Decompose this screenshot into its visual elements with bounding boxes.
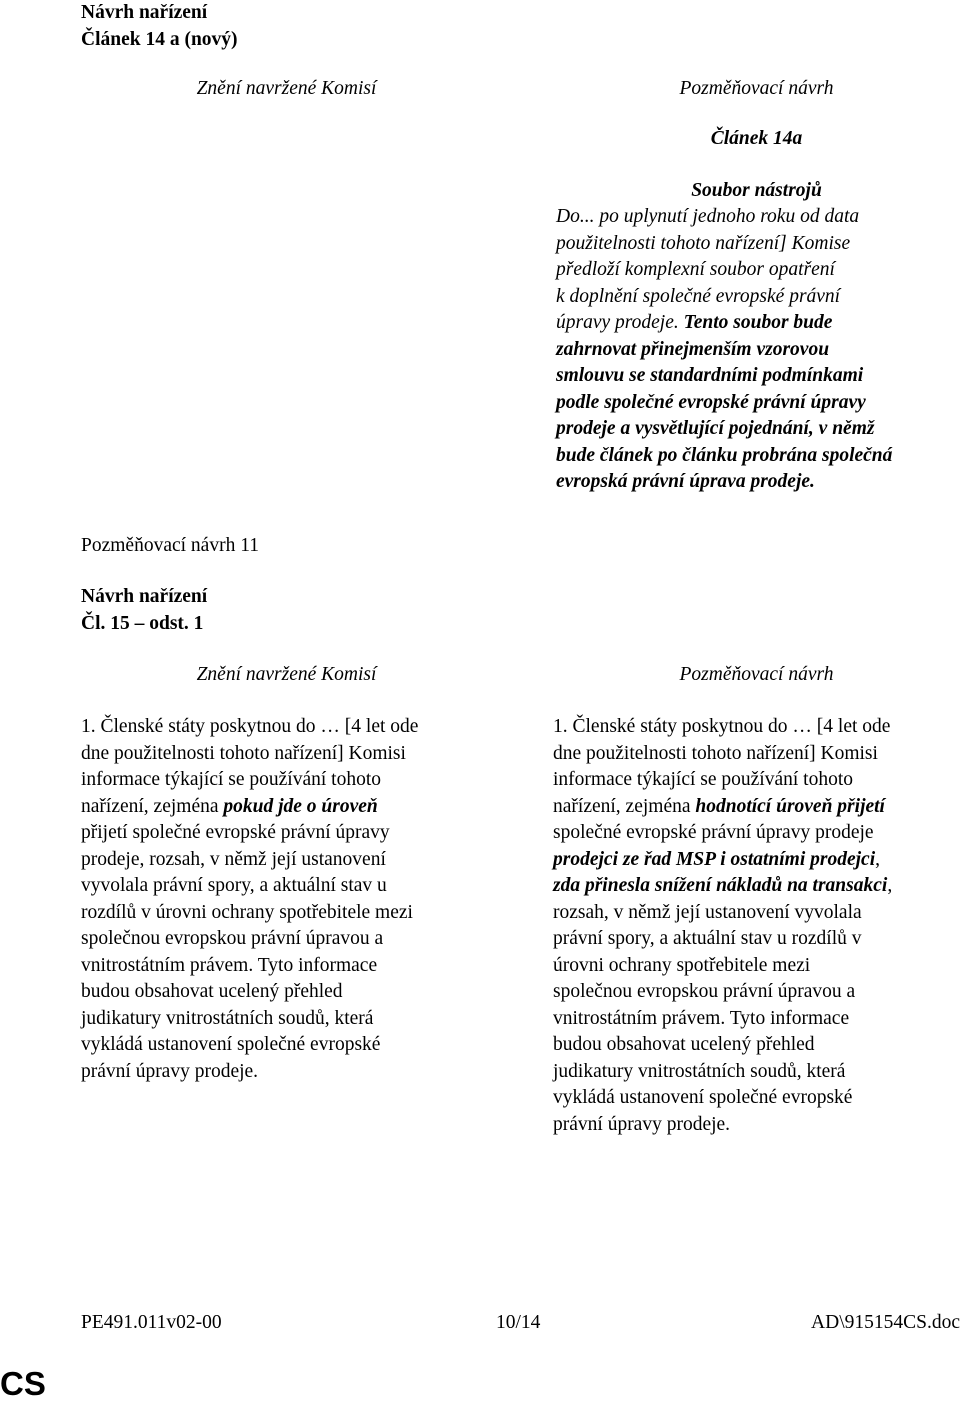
text-run: judikatury vnitrostátních soudů, která	[81, 1007, 374, 1029]
text-run: nařízení, zejména	[81, 795, 224, 817]
text-line	[556, 337, 960, 364]
amendment-reference	[81, 584, 207, 637]
article-label: Článek 14 a (nový)	[81, 28, 238, 50]
text-line	[556, 390, 960, 417]
text-line	[556, 416, 960, 443]
article-title: Článek 14a	[710, 128, 803, 149]
text-run: informace týkající se používání tohoto	[553, 769, 853, 790]
header	[81, 0, 238, 53]
text-line	[553, 953, 960, 980]
text-run: ,	[875, 848, 880, 870]
text-run: vykládá ustanovení společné evropské	[81, 1034, 381, 1055]
amendment-text-article-14a	[556, 204, 960, 496]
commission-text-paragraph	[81, 714, 501, 1085]
text-run: společné evropské právní úpravy prodeje	[553, 822, 874, 843]
proposal-label: Návrh nařízení	[81, 586, 208, 607]
text-run: bude článek po článku probrána společná	[556, 444, 893, 466]
text-run: prodeje, rozsah, v němž její ustanovení	[81, 848, 386, 870]
text-run: k doplnění společné evropské právní	[556, 285, 841, 307]
text-line	[81, 741, 501, 768]
text-line	[81, 1059, 501, 1086]
text-run: úrovni ochrany spotřebitele mezi	[553, 954, 811, 976]
article-paragraph-ref: Čl. 15 – odst. 1	[81, 612, 204, 634]
file-name: AD\915154CS.doc	[811, 1312, 960, 1333]
text-line	[553, 1059, 960, 1086]
text-run: společnou evropskou právní úpravou a	[553, 981, 856, 1002]
text-line	[81, 847, 501, 874]
text-line	[553, 794, 960, 821]
text-run: zahrnovat přinejmenším vzorovou	[556, 338, 830, 360]
text-line	[556, 204, 960, 231]
column-heading-amendment: Pozměňovací návrh	[679, 78, 834, 99]
text-run: smlouvu se standardními podmínkami	[556, 365, 864, 386]
text-line	[553, 926, 960, 953]
text-run: rozsah, v němž její ustanovení vyvolala	[553, 901, 862, 923]
page-number: 10/14	[496, 1312, 541, 1333]
text-line	[553, 714, 960, 741]
text-run: Do... po uplynutí jednoho roku od data	[556, 206, 860, 227]
document-reference: PE491.011v02-00	[81, 1312, 222, 1333]
text-run: budou obsahovat ucelený přehled	[81, 981, 343, 1002]
text-run: právní úpravy prodeje.	[553, 1113, 731, 1135]
text-run: judikatury vnitrostátních soudů, která	[553, 1060, 846, 1082]
text-run: vnitrostátním právem. Tyto informace	[81, 954, 378, 976]
amendment-number: Pozměňovací návrh 11	[81, 535, 259, 556]
text-line	[81, 794, 501, 821]
text-run: ,	[887, 875, 893, 896]
text-run: budou obsahovat ucelený přehled	[553, 1034, 815, 1055]
text-run: vykládá ustanovení společné evropské	[553, 1087, 853, 1108]
text-line	[81, 900, 501, 927]
text-line	[81, 926, 501, 953]
new-article-heading	[553, 126, 960, 204]
text-line	[556, 310, 960, 337]
column-heading-commission-text: Znění navržené Komisí	[196, 664, 377, 685]
text-line	[81, 820, 501, 847]
text-line	[556, 284, 960, 311]
text-run: dne použitelnosti tohoto nařízení] Komisi	[553, 742, 878, 764]
text-line	[553, 767, 960, 794]
text-run: použitelnosti tohoto nařízení] Komise	[556, 232, 851, 254]
text-line	[81, 953, 501, 980]
text-line	[556, 257, 960, 284]
text-line	[553, 1032, 960, 1059]
text-run: podle společné evropské právní úpravy	[556, 391, 866, 413]
text-line	[553, 1112, 960, 1139]
proposal-label: Návrh nařízení	[81, 2, 208, 23]
text-line	[553, 900, 960, 927]
text-run: právní spory, a aktuální stav u rozdílů v	[553, 928, 862, 949]
text-line	[81, 1032, 501, 1059]
text-run: 1. Členské státy poskytnou do … [4 let ode	[553, 716, 891, 737]
text-run: dne použitelnosti tohoto nařízení] Komisi	[81, 742, 406, 764]
text-line	[553, 741, 960, 768]
text-run: Tento soubor bude	[683, 312, 833, 333]
text-line	[553, 847, 960, 874]
text-line	[81, 873, 501, 900]
text-run: prodeje a vysvětlující pojednání, v němž	[556, 418, 875, 439]
text-line	[553, 979, 960, 1006]
article-subtitle: Soubor nástrojů	[691, 179, 822, 201]
text-line	[556, 231, 960, 258]
text-line	[81, 979, 501, 1006]
text-run: úpravy prodeje.	[556, 312, 684, 333]
text-run: předloží komplexní soubor opatření	[556, 259, 835, 280]
text-line	[81, 1006, 501, 1033]
text-line	[556, 443, 960, 470]
page-footer	[81, 1310, 960, 1338]
text-run: hodnotící úroveň přijetí	[695, 795, 885, 817]
text-run: společnou evropskou právní úpravou a	[81, 928, 384, 949]
text-run: vnitrostátním právem. Tyto informace	[553, 1007, 850, 1029]
text-run: informace týkající se používání tohoto	[81, 769, 381, 790]
amended-text-paragraph	[553, 714, 960, 1138]
text-run: pokud jde o úroveň	[223, 795, 378, 817]
text-line	[553, 820, 960, 847]
text-run: vyvolala právní spory, a aktuální stav u	[81, 875, 387, 896]
text-line	[553, 873, 960, 900]
text-run: prodejci ze řad MSP i ostatními prodejci	[553, 848, 876, 870]
text-run: evropská právní úprava prodeje.	[556, 471, 815, 492]
text-line	[553, 1085, 960, 1112]
text-line	[81, 767, 501, 794]
text-run: nařízení, zejména	[553, 795, 696, 817]
text-run: právní úpravy prodeje.	[81, 1060, 259, 1082]
text-line	[81, 714, 501, 741]
language-code: CS	[0, 1365, 46, 1402]
text-line	[556, 469, 960, 496]
column-heading-commission-text: Znění navržené Komisí	[196, 78, 377, 99]
text-line	[556, 363, 960, 390]
column-heading-amendment: Pozměňovací návrh	[679, 664, 834, 685]
text-line	[553, 1006, 960, 1033]
text-run: zda přinesla snížení nákladů na transakci	[553, 875, 888, 896]
text-run: 1. Členské státy poskytnou do … [4 let ode	[81, 716, 419, 737]
text-run: přijetí společné evropské právní úpravy	[81, 822, 390, 843]
text-run: rozdílů v úrovni ochrany spotřebitele mezi	[81, 901, 413, 923]
